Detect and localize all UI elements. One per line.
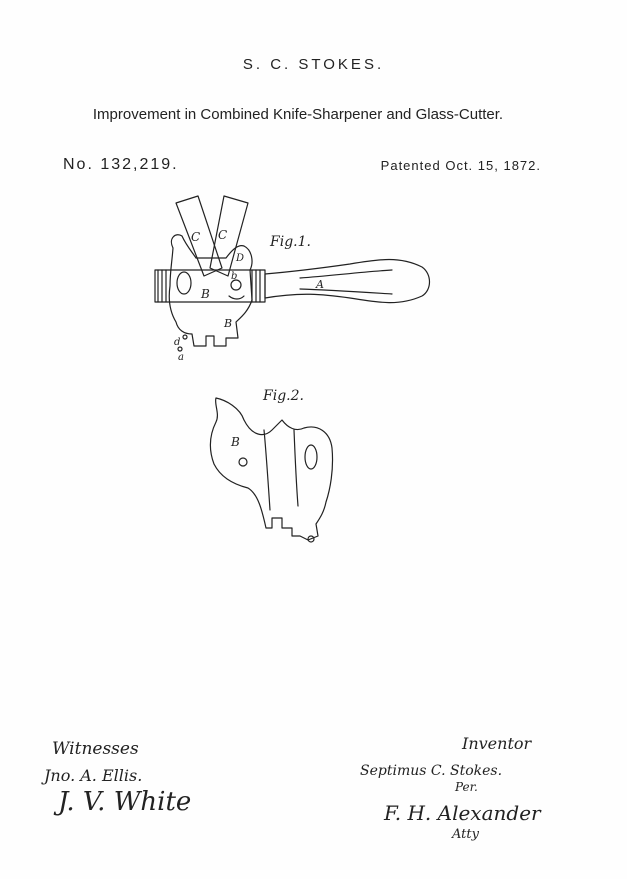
witness-1-signature: Jno. A. Ellis. xyxy=(44,766,143,785)
attorney-signature: F. H. Alexander xyxy=(384,801,541,825)
plate-outline xyxy=(210,398,332,540)
fig2-label-b: B xyxy=(231,435,240,449)
fig2-label: Fig.2. xyxy=(263,388,304,404)
fig1-label: Fig.1. xyxy=(270,234,311,250)
attorney-title: Atty xyxy=(452,827,479,842)
patent-date: Patented Oct. 15, 1872. xyxy=(380,158,541,173)
signature-block xyxy=(41,734,542,842)
figure-2 xyxy=(210,388,332,542)
label-c-left: C xyxy=(191,230,201,244)
per-label: Per. xyxy=(455,780,478,794)
label-d-small: d xyxy=(174,337,181,348)
blade-c-right xyxy=(210,196,248,276)
inventor-signature: Septimus C. Stokes. xyxy=(360,763,503,779)
inventor-name: S. C. STOKES. xyxy=(242,56,385,73)
slot-left xyxy=(177,272,191,294)
label-a-small: a xyxy=(178,352,184,363)
label-a-handle: A xyxy=(316,278,324,291)
inventor-heading: Inventor xyxy=(462,734,532,753)
label-d: D xyxy=(236,253,245,264)
witness-2-signature: J. V. White xyxy=(58,787,192,817)
label-b-body: B xyxy=(201,287,210,301)
label-b-lower: B xyxy=(224,317,233,330)
fig2-slot xyxy=(305,445,317,469)
fig2-hole xyxy=(239,458,247,466)
patent-title: Improvement in Combined Knife-Sharpener and Glass-Cutter. xyxy=(92,106,504,123)
handle xyxy=(265,260,430,303)
label-b-small: b xyxy=(231,271,238,282)
label-c-right: C xyxy=(218,228,228,242)
witnesses-heading: Witnesses xyxy=(52,739,139,759)
patent-number: No. 132,219. xyxy=(63,156,179,173)
body-plate xyxy=(169,235,252,346)
shaft xyxy=(155,270,265,302)
figure-1 xyxy=(155,196,430,363)
